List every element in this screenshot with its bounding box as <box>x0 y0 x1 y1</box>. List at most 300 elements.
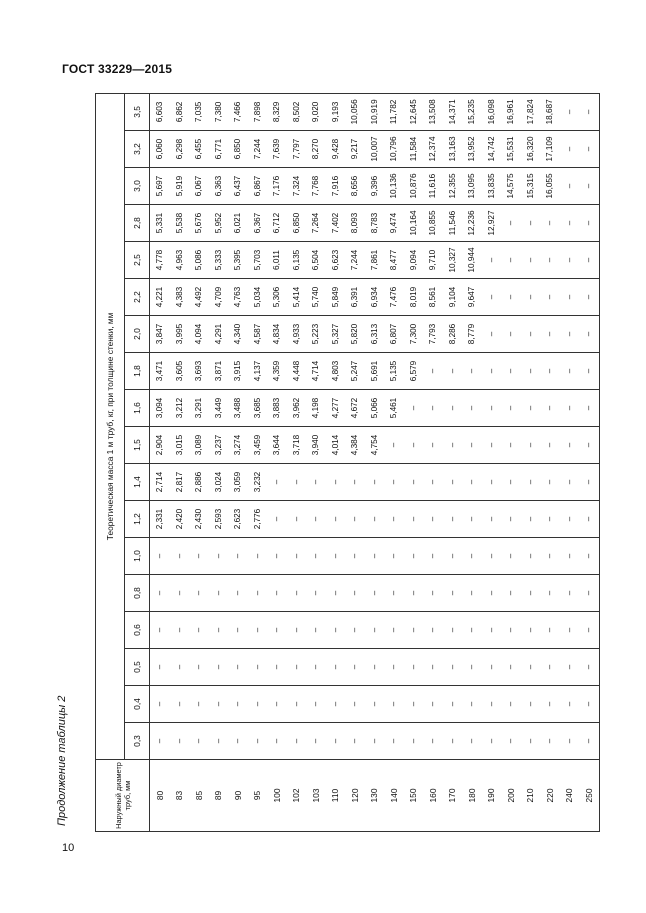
mass-value-cell: – <box>443 723 463 760</box>
mass-value-cell: 2,420 <box>170 501 190 538</box>
mass-value-cell: 6,850 <box>228 131 248 168</box>
mass-value-cell: – <box>404 686 424 723</box>
thickness-header-cell: 3,5 <box>125 93 150 130</box>
mass-value-cell: – <box>560 723 580 760</box>
mass-value-cell: 6,771 <box>209 131 229 168</box>
mass-value-cell: – <box>326 612 346 649</box>
mass-value-cell: 8,477 <box>384 242 404 279</box>
mass-value-cell: 4,198 <box>306 390 326 427</box>
mass-value-cell: – <box>287 612 307 649</box>
mass-value-cell: 4,014 <box>326 427 346 464</box>
mass-value-cell: – <box>170 723 190 760</box>
mass-value-cell: – <box>579 686 599 723</box>
mass-value-cell: – <box>248 538 268 575</box>
mass-value-cell: – <box>579 316 599 353</box>
diameter-cell: 240 <box>560 760 580 832</box>
mass-value-cell: 4,834 <box>267 316 287 353</box>
mass-value-cell: 5,697 <box>150 168 170 205</box>
mass-value-cell: 9,104 <box>443 279 463 316</box>
mass-value-cell: 6,603 <box>150 93 170 130</box>
mass-value-cell: – <box>423 353 443 390</box>
mass-value-cell: 7,793 <box>423 316 443 353</box>
mass-value-cell: 9,428 <box>326 131 346 168</box>
mass-value-cell: 5,395 <box>228 242 248 279</box>
thickness-header-cell: 1,5 <box>125 427 150 464</box>
mass-value-cell: – <box>345 538 365 575</box>
mass-value-cell: 4,763 <box>228 279 248 316</box>
mass-value-cell: 2,886 <box>189 464 209 501</box>
mass-value-cell: 6,850 <box>287 205 307 242</box>
mass-value-cell: – <box>579 279 599 316</box>
mass-value-cell: 4,383 <box>170 279 190 316</box>
mass-value-cell: – <box>501 649 521 686</box>
mass-value-cell: 5,703 <box>248 242 268 279</box>
mass-value-cell: – <box>443 353 463 390</box>
mass-value-cell: – <box>248 575 268 612</box>
mass-value-cell: 4,094 <box>189 316 209 353</box>
mass-value-cell: 7,861 <box>365 242 385 279</box>
mass-value-cell: 5,331 <box>150 205 170 242</box>
mass-value-cell: – <box>248 723 268 760</box>
mass-value-cell: 3,459 <box>248 427 268 464</box>
mass-value-cell: 5,223 <box>306 316 326 353</box>
mass-value-cell: – <box>287 649 307 686</box>
mass-value-cell: 4,778 <box>150 242 170 279</box>
mass-value-cell: – <box>150 723 170 760</box>
mass-value-cell: 10,944 <box>462 242 482 279</box>
thickness-header-cell: 0,5 <box>125 649 150 686</box>
mass-value-cell: – <box>521 279 541 316</box>
mass-value-cell: – <box>482 464 502 501</box>
mass-value-cell: 8,783 <box>365 205 385 242</box>
mass-value-cell: 4,359 <box>267 353 287 390</box>
mass-value-cell: 3,718 <box>287 427 307 464</box>
mass-value-cell: 3,915 <box>228 353 248 390</box>
mass-value-cell: – <box>521 390 541 427</box>
mass-value-cell: – <box>209 686 229 723</box>
mass-value-cell: 9,094 <box>404 242 424 279</box>
thickness-header-cell: 0,3 <box>125 723 150 760</box>
mass-value-cell: – <box>560 427 580 464</box>
diameter-cell: 100 <box>267 760 287 832</box>
mass-value-cell: 14,742 <box>482 131 502 168</box>
mass-value-cell: – <box>579 131 599 168</box>
mass-value-cell: – <box>482 612 502 649</box>
mass-value-cell: – <box>560 168 580 205</box>
mass-value-cell: – <box>345 723 365 760</box>
mass-value-cell: – <box>267 501 287 538</box>
mass-value-cell: – <box>501 538 521 575</box>
mass-value-cell: – <box>482 575 502 612</box>
mass-value-cell: – <box>267 723 287 760</box>
mass-value-cell: 3,871 <box>209 353 229 390</box>
mass-value-cell: 8,019 <box>404 279 424 316</box>
table-row <box>228 93 248 831</box>
mass-value-cell: – <box>560 242 580 279</box>
table-row <box>287 93 307 831</box>
table-row <box>345 93 365 831</box>
diameter-cell: 110 <box>326 760 346 832</box>
mass-value-cell: – <box>560 390 580 427</box>
thickness-header-cell: 1,0 <box>125 538 150 575</box>
mass-value-cell: 14,371 <box>443 93 463 130</box>
mass-value-cell: – <box>579 649 599 686</box>
mass-value-cell: – <box>228 686 248 723</box>
mass-value-cell: – <box>521 538 541 575</box>
mass-value-cell: 6,579 <box>404 353 424 390</box>
mass-value-cell: – <box>501 501 521 538</box>
diameter-cell: 103 <box>306 760 326 832</box>
mass-value-cell: 5,952 <box>209 205 229 242</box>
mass-value-cell: – <box>560 205 580 242</box>
mass-value-cell: – <box>560 93 580 130</box>
mass-value-cell: – <box>306 538 326 575</box>
table-body <box>150 93 600 831</box>
mass-value-cell: – <box>267 686 287 723</box>
mass-value-cell: – <box>189 686 209 723</box>
mass-value-cell: – <box>384 723 404 760</box>
table-row <box>248 93 268 831</box>
mass-value-cell: – <box>521 501 541 538</box>
mass-value-cell: 6,934 <box>365 279 385 316</box>
mass-value-cell: 2,817 <box>170 464 190 501</box>
mass-value-cell: – <box>560 279 580 316</box>
mass-value-cell: – <box>521 723 541 760</box>
mass-value-cell: – <box>150 686 170 723</box>
mass-value-cell: – <box>462 686 482 723</box>
mass-value-cell: 5,327 <box>326 316 346 353</box>
mass-value-cell: – <box>540 242 560 279</box>
diameter-cell: 210 <box>521 760 541 832</box>
mass-value-cell: 3,291 <box>189 390 209 427</box>
mass-value-cell: – <box>189 612 209 649</box>
mass-value-cell: – <box>326 575 346 612</box>
mass-value-cell: – <box>521 316 541 353</box>
mass-value-cell: 3,015 <box>170 427 190 464</box>
mass-value-cell: 5,849 <box>326 279 346 316</box>
thickness-header-cell: 0,6 <box>125 612 150 649</box>
mass-value-cell: 10,136 <box>384 168 404 205</box>
mass-value-cell: 5,034 <box>248 279 268 316</box>
mass-value-cell: 16,098 <box>482 93 502 130</box>
mass-value-cell: 4,291 <box>209 316 229 353</box>
mass-value-cell: 17,824 <box>521 93 541 130</box>
mass-value-cell: – <box>287 575 307 612</box>
mass-value-cell: – <box>209 612 229 649</box>
mass-value-cell: – <box>560 686 580 723</box>
mass-value-cell: 12,927 <box>482 205 502 242</box>
mass-value-cell: 5,414 <box>287 279 307 316</box>
mass-value-cell: 3,212 <box>170 390 190 427</box>
mass-value-cell: 8,561 <box>423 279 443 316</box>
mass-value-cell: 4,709 <box>209 279 229 316</box>
table-row <box>326 93 346 831</box>
mass-value-cell: – <box>482 686 502 723</box>
mass-value-cell: – <box>482 501 502 538</box>
mass-value-cell: 6,623 <box>326 242 346 279</box>
mass-value-cell: 2,430 <box>189 501 209 538</box>
mass-value-cell: – <box>579 538 599 575</box>
mass-value-cell: 4,137 <box>248 353 268 390</box>
mass-value-cell: 9,647 <box>462 279 482 316</box>
mass-value-cell: 10,919 <box>365 93 385 130</box>
mass-value-cell: 16,961 <box>501 93 521 130</box>
mass-value-cell: – <box>462 353 482 390</box>
mass-value-cell: 2,776 <box>248 501 268 538</box>
thickness-header-cell: 0,8 <box>125 575 150 612</box>
mass-value-cell: – <box>365 649 385 686</box>
mass-value-cell: – <box>150 612 170 649</box>
mass-value-cell: – <box>540 353 560 390</box>
mass-value-cell: 3,471 <box>150 353 170 390</box>
mass-value-cell: – <box>501 723 521 760</box>
mass-value-cell: – <box>462 501 482 538</box>
mass-value-cell: 9,193 <box>326 93 346 130</box>
mass-value-cell: 4,933 <box>287 316 307 353</box>
mass-value-cell: 5,247 <box>345 353 365 390</box>
mass-value-cell: – <box>482 279 502 316</box>
mass-value-cell: 17,109 <box>540 131 560 168</box>
diameter-cell: 95 <box>248 760 268 832</box>
mass-value-cell: 8,656 <box>345 168 365 205</box>
mass-value-cell: – <box>540 612 560 649</box>
diameter-cell: 150 <box>404 760 424 832</box>
mass-value-cell: 5,691 <box>365 353 385 390</box>
mass-value-cell: – <box>423 686 443 723</box>
mass-value-cell: 5,306 <box>267 279 287 316</box>
mass-value-cell: – <box>501 464 521 501</box>
mass-value-cell: – <box>384 427 404 464</box>
mass-value-cell: – <box>521 427 541 464</box>
diameter-cell: 190 <box>482 760 502 832</box>
thickness-header-cell: 1,8 <box>125 353 150 390</box>
thickness-header-cell: 1,4 <box>125 464 150 501</box>
mass-value-cell: 3,883 <box>267 390 287 427</box>
mass-value-cell: – <box>365 575 385 612</box>
mass-value-cell: – <box>306 464 326 501</box>
mass-value-cell: – <box>404 464 424 501</box>
mass-value-cell: – <box>170 612 190 649</box>
mass-value-cell: 3,995 <box>170 316 190 353</box>
mass-value-cell: – <box>540 316 560 353</box>
mass-value-cell: – <box>170 686 190 723</box>
mass-value-cell: 2,331 <box>150 501 170 538</box>
diameter-cell: 80 <box>150 760 170 832</box>
mass-value-cell: 7,380 <box>209 93 229 130</box>
table-row <box>170 93 190 831</box>
mass-value-cell: – <box>443 501 463 538</box>
mass-value-cell: 7,244 <box>345 242 365 279</box>
mass-value-cell: 7,916 <box>326 168 346 205</box>
diameter-cell: 140 <box>384 760 404 832</box>
mass-value-cell: – <box>540 686 560 723</box>
mass-value-cell: – <box>326 538 346 575</box>
mass-value-cell: 9,474 <box>384 205 404 242</box>
mass-value-cell: – <box>345 575 365 612</box>
mass-value-cell: – <box>267 649 287 686</box>
mass-value-cell: 5,676 <box>189 205 209 242</box>
mass-value-cell: – <box>267 612 287 649</box>
mass-value-cell: 4,340 <box>228 316 248 353</box>
mass-value-cell: 7,176 <box>267 168 287 205</box>
mass-value-cell: – <box>170 538 190 575</box>
mass-value-cell: – <box>540 390 560 427</box>
mass-value-cell: – <box>170 649 190 686</box>
mass-value-cell: 7,797 <box>287 131 307 168</box>
mass-value-cell: – <box>521 464 541 501</box>
mass-value-cell: – <box>423 723 443 760</box>
mass-value-cell: 12,374 <box>423 131 443 168</box>
mass-value-cell: – <box>170 575 190 612</box>
mass-value-cell: – <box>482 353 502 390</box>
mass-value-cell: 10,796 <box>384 131 404 168</box>
diameter-cell: 120 <box>345 760 365 832</box>
mass-value-cell: 5,740 <box>306 279 326 316</box>
mass-value-cell: 6,135 <box>287 242 307 279</box>
mass-value-cell: 10,007 <box>365 131 385 168</box>
mass-value-cell: 13,835 <box>482 168 502 205</box>
mass-value-cell: 2,623 <box>228 501 248 538</box>
mass-value-cell: 11,546 <box>443 205 463 242</box>
mass-column-group-header: Теоретическая масса 1 м труб, кг, при толщине стенки, мм <box>96 93 125 759</box>
mass-value-cell: – <box>501 242 521 279</box>
mass-value-cell: 10,876 <box>404 168 424 205</box>
mass-value-cell: – <box>423 427 443 464</box>
mass-value-cell: – <box>365 612 385 649</box>
table-row <box>209 93 229 831</box>
mass-value-cell: 4,754 <box>365 427 385 464</box>
mass-value-cell: – <box>306 575 326 612</box>
mass-value-cell: 2,904 <box>150 427 170 464</box>
mass-value-cell: – <box>209 538 229 575</box>
mass-value-cell: – <box>579 501 599 538</box>
mass-value-cell: 16,320 <box>521 131 541 168</box>
mass-value-cell: 5,066 <box>365 390 385 427</box>
table-row <box>423 93 443 831</box>
mass-value-cell: – <box>579 723 599 760</box>
mass-value-cell: 6,862 <box>170 93 190 130</box>
mass-value-cell: – <box>521 686 541 723</box>
mass-value-cell: – <box>189 649 209 686</box>
mass-value-cell: 11,616 <box>423 168 443 205</box>
mass-value-cell: – <box>540 501 560 538</box>
mass-value-cell: – <box>462 612 482 649</box>
mass-value-cell: – <box>345 612 365 649</box>
mass-value-cell: 6,437 <box>228 168 248 205</box>
mass-value-cell: – <box>560 649 580 686</box>
mass-value-cell: – <box>306 612 326 649</box>
mass-value-cell: 8,329 <box>267 93 287 130</box>
mass-value-cell: 4,963 <box>170 242 190 279</box>
mass-value-cell: – <box>384 464 404 501</box>
mass-value-cell: – <box>462 390 482 427</box>
mass-value-cell: 3,962 <box>287 390 307 427</box>
mass-value-cell: 10,056 <box>345 93 365 130</box>
mass-value-cell: – <box>189 538 209 575</box>
mass-value-cell: – <box>521 353 541 390</box>
thickness-header-cell: 2,0 <box>125 316 150 353</box>
mass-value-cell: – <box>404 612 424 649</box>
diameter-cell: 90 <box>228 760 248 832</box>
mass-value-cell: 7,466 <box>228 93 248 130</box>
mass-value-cell: – <box>540 723 560 760</box>
mass-value-cell: 12,236 <box>462 205 482 242</box>
mass-value-cell: – <box>579 390 599 427</box>
table-row <box>404 93 424 831</box>
mass-value-cell: – <box>326 464 346 501</box>
mass-value-cell: – <box>540 575 560 612</box>
mass-value-cell: – <box>345 501 365 538</box>
mass-value-cell: – <box>384 575 404 612</box>
mass-value-cell: – <box>404 723 424 760</box>
table-row <box>462 93 482 831</box>
mass-value-cell: 7,639 <box>267 131 287 168</box>
mass-value-cell: 6,807 <box>384 316 404 353</box>
mass-value-cell: 5,820 <box>345 316 365 353</box>
diameter-cell: 170 <box>443 760 463 832</box>
document-title: ГОСТ 33229—2015 <box>62 62 173 76</box>
mass-value-cell: – <box>365 464 385 501</box>
mass-value-cell: – <box>423 575 443 612</box>
mass-value-cell: – <box>501 686 521 723</box>
mass-value-cell: – <box>443 538 463 575</box>
table-row <box>482 93 502 831</box>
mass-value-cell: – <box>443 464 463 501</box>
mass-value-cell: 9,396 <box>365 168 385 205</box>
diameter-cell: 130 <box>365 760 385 832</box>
mass-value-cell: 3,274 <box>228 427 248 464</box>
mass-value-cell: 6,011 <box>267 242 287 279</box>
mass-value-cell: – <box>579 93 599 130</box>
mass-value-cell: – <box>579 242 599 279</box>
mass-value-cell: 6,504 <box>306 242 326 279</box>
mass-value-cell: 10,164 <box>404 205 424 242</box>
mass-value-cell: – <box>482 723 502 760</box>
mass-value-cell: – <box>462 427 482 464</box>
mass-value-cell: 12,645 <box>404 93 424 130</box>
mass-value-cell: – <box>560 575 580 612</box>
mass-value-cell: – <box>423 501 443 538</box>
mass-value-cell: – <box>404 501 424 538</box>
mass-value-cell: – <box>248 649 268 686</box>
diameter-cell: 83 <box>170 760 190 832</box>
mass-value-cell: – <box>540 279 560 316</box>
mass-value-cell: 8,779 <box>462 316 482 353</box>
mass-value-cell: 2,714 <box>150 464 170 501</box>
thickness-header-cell: 1,6 <box>125 390 150 427</box>
mass-value-cell: – <box>462 464 482 501</box>
table-row <box>365 93 385 831</box>
mass-value-cell: 11,584 <box>404 131 424 168</box>
mass-value-cell: – <box>443 686 463 723</box>
mass-value-cell: 3,089 <box>189 427 209 464</box>
mass-value-cell: – <box>540 464 560 501</box>
table-header-row <box>96 93 125 831</box>
table-row <box>560 93 580 831</box>
mass-value-cell: – <box>404 427 424 464</box>
mass-value-cell: 7,035 <box>189 93 209 130</box>
mass-value-cell: 13,508 <box>423 93 443 130</box>
mass-value-cell: – <box>287 686 307 723</box>
mass-value-cell: – <box>423 390 443 427</box>
table-row <box>540 93 560 831</box>
thickness-header-cell: 2,8 <box>125 205 150 242</box>
mass-value-cell: – <box>228 538 248 575</box>
mass-value-cell: – <box>306 501 326 538</box>
mass-value-cell: – <box>384 612 404 649</box>
mass-value-cell: 13,163 <box>443 131 463 168</box>
mass-value-cell: – <box>482 242 502 279</box>
